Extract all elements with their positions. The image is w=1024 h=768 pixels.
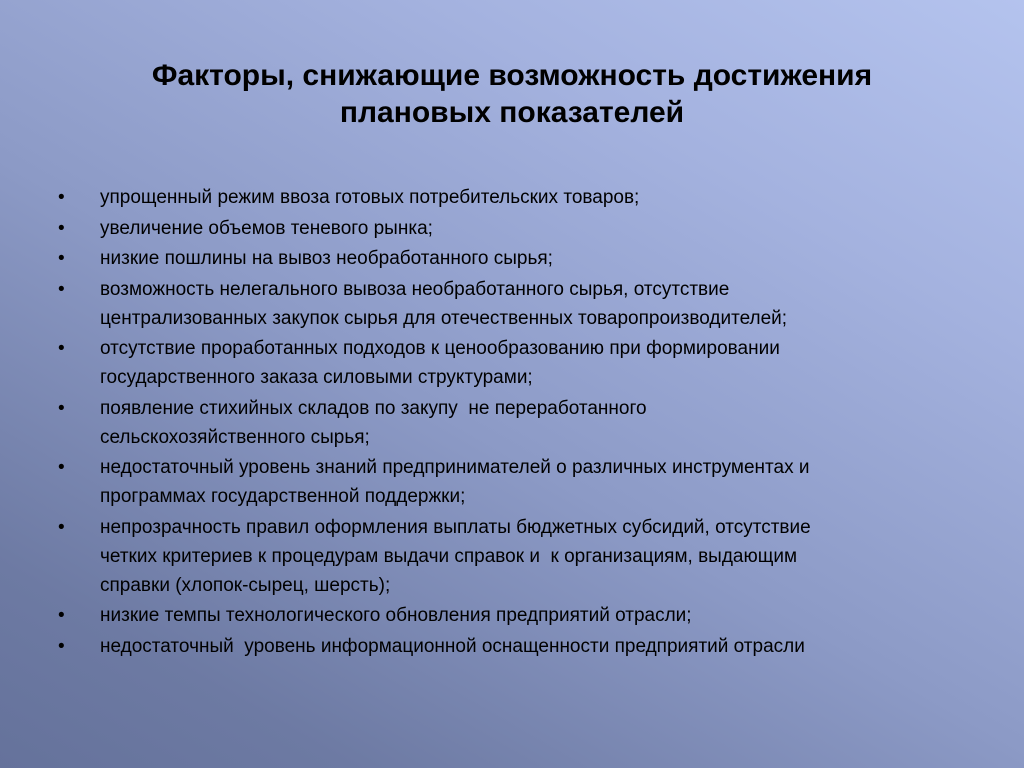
bullet-icon: • bbox=[58, 605, 65, 626]
bullet-icon: • bbox=[58, 217, 65, 239]
list-item-text: появление стихийных складов по закупу не переработанного сельскохозяйственного сырья; bbox=[100, 397, 647, 448]
bullet-icon: • bbox=[58, 248, 65, 269]
slide-title: Факторы, снижающие возможность достижения плановых показателей bbox=[151, 59, 873, 129]
bullet-icon: • bbox=[58, 338, 65, 359]
list-item bbox=[58, 394, 988, 452]
bullet-icon: • bbox=[58, 278, 65, 300]
list-item bbox=[58, 214, 988, 243]
list-item bbox=[58, 513, 988, 600]
list-item-text: недостаточный уровень информационной оснащенности предприятий отрасли bbox=[100, 635, 805, 657]
bullet-icon: • bbox=[58, 457, 65, 478]
list-item bbox=[58, 334, 988, 392]
list-item-text: возможность нелегального вывоза необработанного сырья, отсутствие централизованных закупок сырья для отечественных товаропроизводителей; bbox=[100, 278, 788, 329]
list-item-text: непрозрачность правил оформления выплаты бюджетных субсидий, отсутствие четких критериев к процедурам выдачи справок и к организациям, выдающим справки (хлопок-сырец, шерсть); bbox=[100, 516, 811, 596]
list-item-text: упрощенный режим ввоза готовых потребительских товаров; bbox=[100, 187, 640, 208]
bullet-icon: • bbox=[58, 397, 65, 419]
bullet-icon: • bbox=[58, 635, 65, 657]
list-item bbox=[58, 183, 988, 212]
bullet-icon: • bbox=[58, 516, 65, 538]
list-item-text: отсутствие проработанных подходов к ценообразованию при формировании государственного заказа силовыми структурами; bbox=[100, 338, 780, 388]
list-item bbox=[58, 601, 988, 630]
list-item bbox=[58, 275, 988, 333]
list-item bbox=[58, 453, 988, 511]
list-item bbox=[58, 632, 988, 661]
list-item-text: низкие пошлины на вывоз необработанного сырья; bbox=[100, 248, 553, 269]
list-item-text: недостаточный уровень знаний предпринимателей о различных инструментах и программах государственной поддержки; bbox=[100, 457, 810, 507]
list-item bbox=[58, 244, 988, 273]
list-item-text: увеличение объемов теневого рынка; bbox=[100, 217, 433, 239]
bullet-icon: • bbox=[58, 187, 65, 208]
bullet-list bbox=[58, 183, 988, 662]
list-item-text: низкие темпы технологического обновления предприятий отрасли; bbox=[100, 605, 692, 626]
